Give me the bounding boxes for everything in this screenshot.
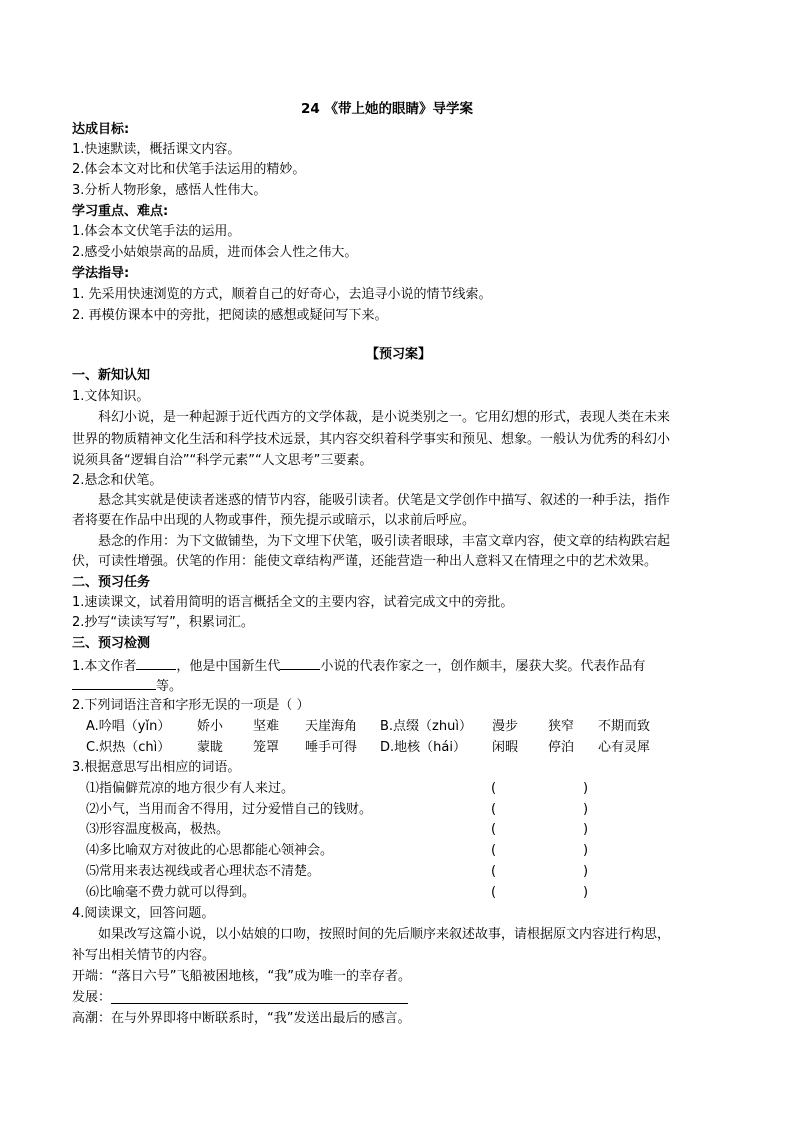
- key-point-item: 1.体会本文伏笔手法的运用。: [72, 224, 241, 239]
- option-d-word: 心有灵犀: [598, 740, 651, 755]
- paragraph-line: 伏，可读性增强。伏笔的作用：能使文章结构严谨，还能营造一种出人意料又在情理之中的艺术效果。: [72, 554, 658, 569]
- paragraph-line: 悬念的作用：为下文做铺垫，为下文埋下伏笔，吸引读者眼球，丰富文章内容，使文章的结构跌宕起: [98, 534, 671, 549]
- definition-item: ⑸常用来表达视线或者心理状态不清楚。: [86, 864, 321, 879]
- q1-text-a: 1.本文作者: [72, 659, 137, 674]
- section1-heading: 一、新知认知: [72, 368, 151, 383]
- paragraph-line: 者将要在作品中出现的人物或事件，预先提示或暗示，以求前后呼应。: [72, 513, 476, 528]
- plot-start: 开端：“落日六号”飞船被困地核，“我”成为唯一的幸存者。: [72, 969, 411, 984]
- section2-heading: 二、预习任务: [72, 575, 151, 590]
- option-b-word: 漫步: [492, 719, 519, 734]
- paragraph-line: 如果改写这篇小说，以小姑娘的口吻，按照时间的先后顺序来叙述故事，请根据原文内容进行构思，: [98, 927, 671, 942]
- answer-paren-open[interactable]: (: [491, 864, 497, 879]
- paragraph-line: 悬念其实就是使读者迷惑的情节内容，能吸引读者。伏笔是文学创作中描写、叙述的一种手法，指作: [98, 493, 671, 508]
- option-c-word: 笼罩: [253, 740, 280, 755]
- definition-item: ⑶形容温度极高，极热。: [86, 822, 230, 837]
- goal-item: 2.体会本文对比和伏笔手法运用的精妙。: [72, 162, 306, 177]
- definition-item: ⑴指偏僻荒凉的地方很少有人来过。: [86, 781, 295, 796]
- goal-item: 3.分析人物形象，感悟人性伟大。: [72, 183, 267, 198]
- option-a-word: 坚难: [253, 719, 280, 734]
- answer-paren-open[interactable]: (: [491, 822, 497, 837]
- option-a-word[interactable]: A.吟唱（yǐn）: [86, 719, 171, 734]
- goal-item: 1.快速默读，概括课文内容。: [72, 142, 241, 157]
- preview-section-title: 【预习案】: [366, 347, 432, 362]
- section3-heading: 三、预习检测: [72, 636, 151, 651]
- question4-stem: 4.阅读课文，回答问题。: [72, 906, 215, 921]
- option-b-word[interactable]: B.点缀（zhuì）: [380, 719, 472, 734]
- plot-climax: 高潮：在与外界即将中断联系时，“我”发送出最后的感言。: [72, 1011, 411, 1026]
- genre-blank[interactable]: [280, 655, 320, 670]
- task-item: 1.速读课文，试着用简明的语言概括全文的主要内容，试着完成文中的旁批。: [72, 595, 514, 610]
- method-item: 1. 先采用快速浏览的方式，顺着自己的好奇心，去追寻小说的情节线索。: [72, 287, 492, 302]
- answer-paren-close: ): [583, 802, 589, 817]
- answer-paren-close: ): [583, 781, 589, 796]
- development-answer-line[interactable]: [111, 1003, 408, 1004]
- answer-paren-open[interactable]: (: [491, 802, 497, 817]
- answer-paren-close: ): [583, 885, 589, 900]
- option-b-word: 狭窄: [548, 719, 575, 734]
- answer-paren-close: ): [583, 822, 589, 837]
- section1-sub2: 2.悬念和伏笔。: [72, 473, 163, 488]
- option-c-word: 唾手可得: [305, 740, 358, 755]
- answer-paren-open[interactable]: (: [491, 843, 497, 858]
- section1-sub1: 1.文体知识。: [72, 389, 150, 404]
- q1-text-c: 小说的代表作家之一，创作颇丰，屡获大奖。代表作品有: [320, 659, 646, 674]
- question3-stem: 3.根据意思写出相应的词语。: [72, 760, 241, 775]
- answer-paren-open[interactable]: (: [491, 885, 497, 900]
- page-title: 24 《带上她的眼睛》导学案: [301, 101, 473, 117]
- goals-heading: 达成目标:: [72, 122, 130, 137]
- key-points-heading: 学习重点、难点:: [72, 204, 169, 219]
- answer-paren-close: ): [583, 843, 589, 858]
- paragraph-line: 说须具备“逻辑自洽”“科学元素”“人文思考”三要素。: [72, 453, 373, 468]
- option-c-word[interactable]: C.炽热（chì）: [86, 740, 171, 755]
- key-point-item: 2.感受小姑娘崇高的品质，进而体会人性之伟大。: [72, 245, 358, 260]
- option-a-word: 天崖海角: [305, 719, 358, 734]
- q1-text-d: 等。: [156, 679, 183, 694]
- plot-development-label: 发展：: [72, 990, 112, 1005]
- option-d-word: 闲暇: [492, 740, 519, 755]
- answer-paren-close: ): [583, 864, 589, 879]
- q1-text-b: ，他是中国新生代: [176, 659, 281, 674]
- answer-paren-open[interactable]: (: [491, 781, 497, 796]
- method-item: 2. 再模仿课本中的旁批，把阅读的感想或疑问写下来。: [72, 308, 388, 323]
- question1-line: [72, 655, 645, 677]
- method-heading: 学法指导:: [72, 266, 130, 281]
- works-blank[interactable]: [72, 675, 156, 690]
- paragraph-line: 科幻小说，是一种起源于近代西方的文学体裁，是小说类别之一。它用幻想的形式，表现人类在未来: [98, 410, 671, 425]
- option-c-word: 蒙眬: [197, 740, 224, 755]
- option-b-word: 不期而致: [598, 719, 651, 734]
- paragraph-line: 世界的物质精神文化生活和科学技术远景，其内容交织着科学事实和预见、想象。一般认为优秀的科幻小: [72, 432, 671, 447]
- option-a-word: 娇小: [197, 719, 224, 734]
- definition-item: ⑹比喻毫不费力就可以得到。: [86, 885, 256, 900]
- author-blank[interactable]: [136, 655, 176, 670]
- option-d-word: 停泊: [548, 740, 575, 755]
- task-item: 2.抄写“读读写写”，积累词汇。: [72, 615, 254, 630]
- question1-line2: [72, 675, 182, 697]
- paragraph-line: 补写出相关情节的内容。: [72, 948, 216, 963]
- question2-stem: 2.下列词语注音和字形无误的一项是（ ）: [72, 698, 310, 713]
- definition-item: ⑵小气，当用而舍不得用，过分爱惜自己的钱财。: [86, 802, 373, 817]
- option-d-word[interactable]: D.地核（hái）: [380, 740, 466, 755]
- definition-item: ⑷多比喻双方对彼此的心思都能心领神会。: [86, 843, 334, 858]
